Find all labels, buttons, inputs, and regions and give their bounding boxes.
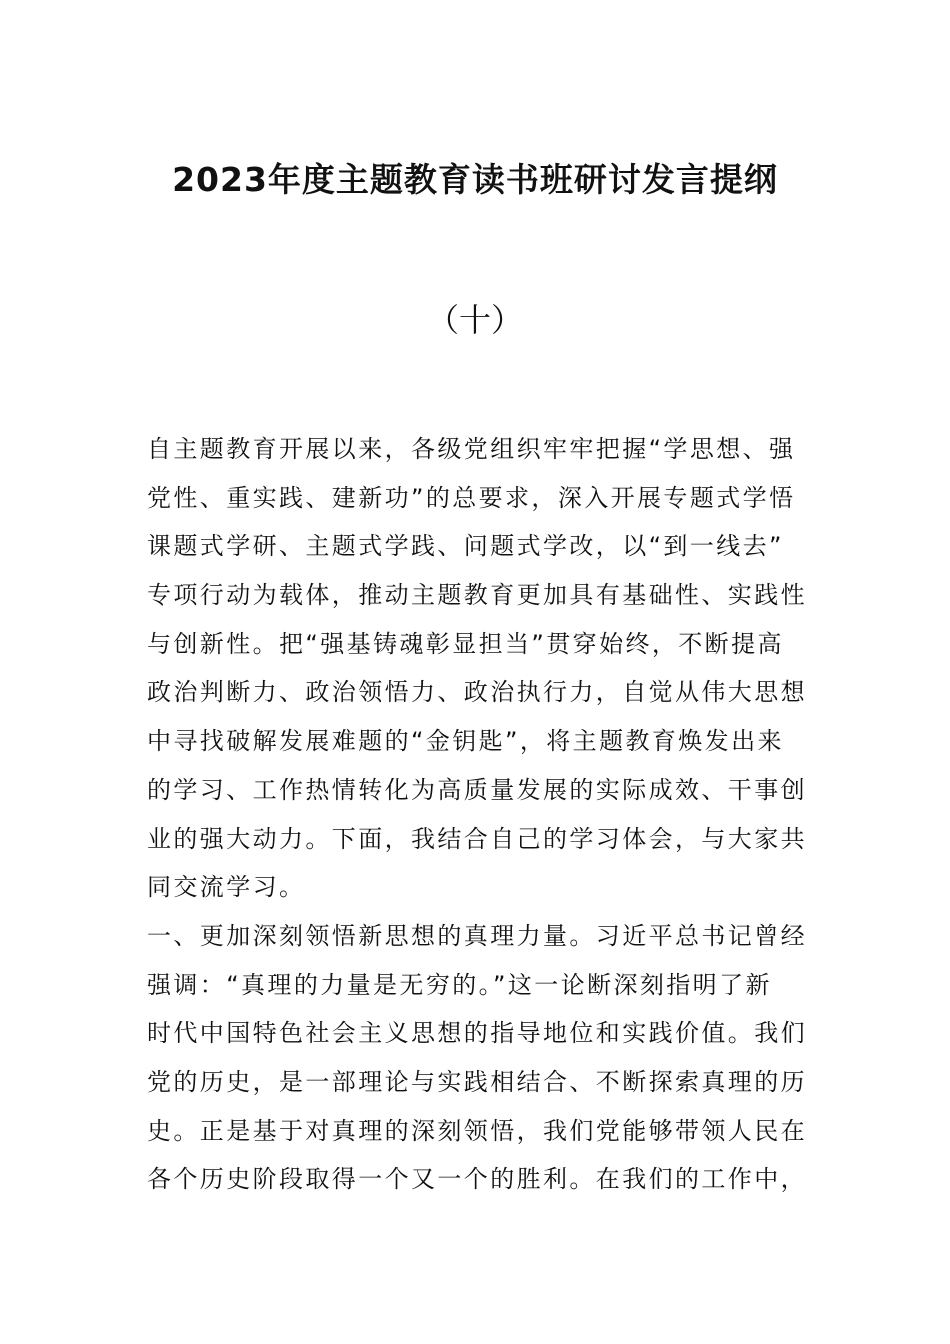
- body-line: 中寻找破解发展难题的“金钥匙”，将主题教育焕发出来: [147, 727, 784, 756]
- document-title: 2023年度主题教育读书班研讨发言提纲: [172, 160, 778, 199]
- body-line: 强调：“真理的力量是无穷的。”这一论断深刻指明了新: [147, 970, 772, 999]
- body-line: 自主题教育开展以来，各级党组织牢牢把握“学思想、强: [147, 435, 796, 463]
- document-body: [147, 425, 807, 1204]
- body-line: 各个历史阶段取得一个又一个的胜利。在我们的工作中，: [147, 1165, 807, 1194]
- body-line: 时代中国特色社会主义思想的指导地位和实践价值。我们: [147, 1019, 807, 1048]
- body-line: 与创新性。把“强基铸魂彰显担当”贯穿始终，不断提高: [147, 629, 784, 658]
- body-line: 业的强大动力。下面，我结合自己的学习体会，与大家共: [147, 824, 807, 853]
- body-line: 专项行动为载体，推动主题教育更加具有基础性、实践性: [147, 581, 807, 610]
- body-line: 一、更加深刻领悟新思想的真理力量。习近平总书记曾经: [147, 921, 807, 950]
- body-line: 同交流学习。: [147, 873, 306, 902]
- body-line: 史。正是基于对真理的深刻领悟，我们党能够带领人民在: [147, 1116, 807, 1145]
- body-line: 课题式学研、主题式学践、问题式学改，以“到一线去”: [147, 532, 784, 561]
- body-line: 的学习、工作热情转化为高质量发展的实际成效、干事创: [147, 775, 807, 804]
- document-subtitle: （十）: [426, 301, 523, 339]
- body-line: 党的历史，是一部理论与实践相结合、不断探索真理的历: [147, 1067, 807, 1096]
- body-line: 党性、重实践、建新功”的总要求，深入开展专题式学悟: [147, 483, 796, 512]
- body-line: 政治判断力、政治领悟力、政治执行力，自觉从伟大思想: [147, 678, 807, 707]
